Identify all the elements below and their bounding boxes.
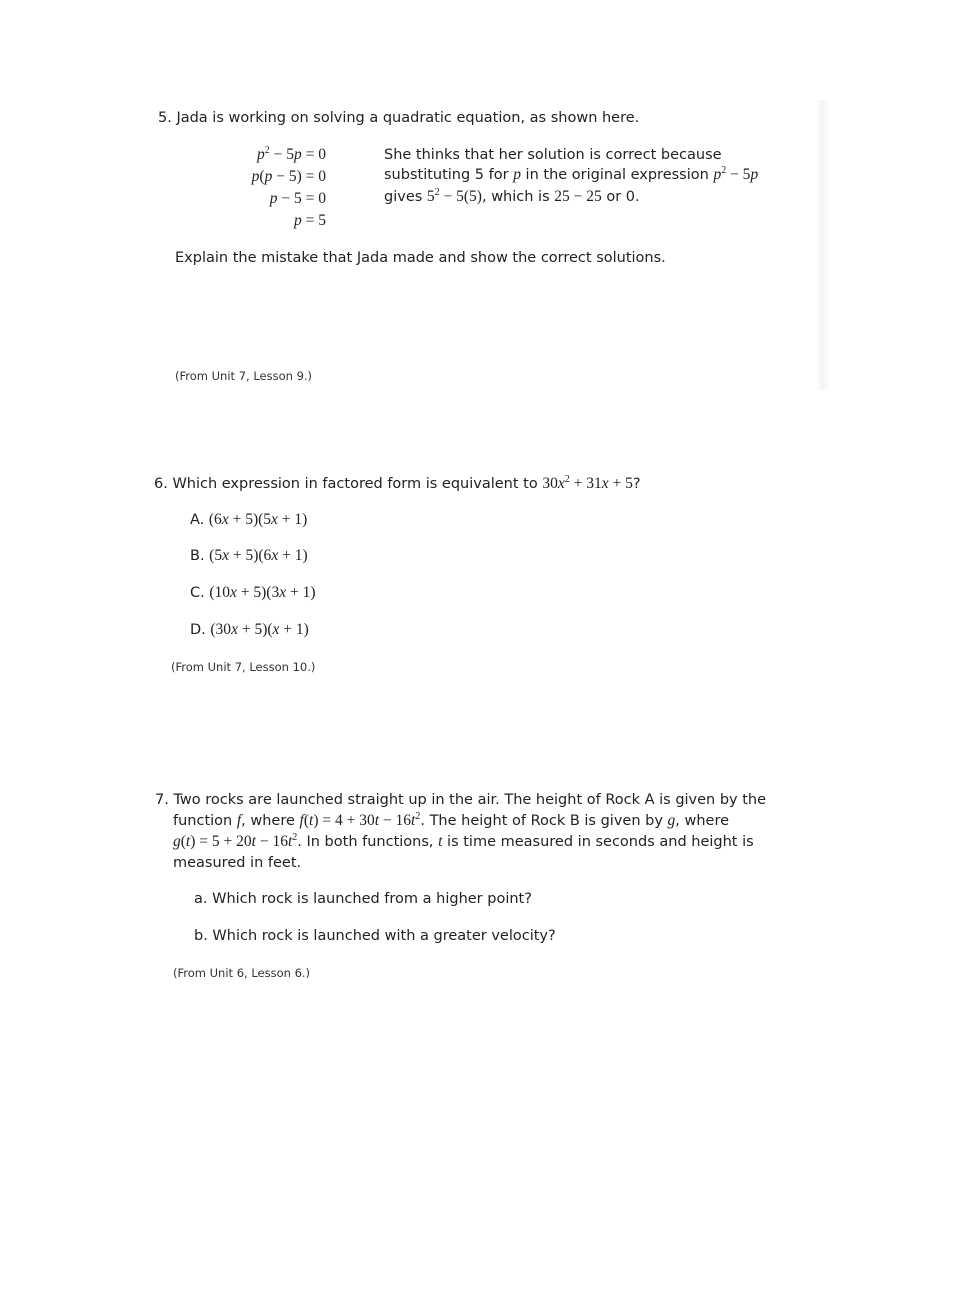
- q7-source: (From Unit 6, Lesson 6.): [173, 966, 311, 980]
- q5-note-line-2: substituting 5 for p in the original expression $p^2 - 5p$: [384, 165, 759, 183]
- q6-option-d: D. (30x + 5)(x + 1): [190, 621, 309, 638]
- q5-note-line-3: gives $5^2 - 5(5)$, which is 25 − 25 or 0.: [384, 187, 640, 205]
- q6-option-c: C. (10x + 5)(3x + 1): [190, 584, 316, 601]
- q7-line-1: 7. Two rocks are launched straight up in the air. The height of Rock A is given by the: [155, 792, 767, 808]
- q7-line-2: function f, where $f(t) = 4 + 30t - 16t^2$. The height of Rock B is given by g, where: [173, 811, 730, 829]
- q5-step-1: $p^2 - 5p = 0$: [257, 145, 326, 163]
- q6-option-a: A. (6x + 5)(5x + 1): [190, 511, 308, 528]
- q5-instruction: Explain the mistake that Jada made and show the correct solutions.: [175, 250, 666, 266]
- q5-prompt: 5. Jada is working on solving a quadratic equation, as shown here.: [158, 110, 640, 126]
- q5-step-3: p − 5 = 0: [269, 190, 326, 207]
- scan-shadow: [816, 100, 828, 390]
- q7-part-b: b. Which rock is launched with a greater velocity?: [194, 928, 556, 944]
- q6-option-b: B. (5x + 5)(6x + 1): [190, 547, 308, 564]
- q5-step-4: p = 5: [294, 212, 326, 229]
- q5-source: (From Unit 7, Lesson 9.): [175, 369, 313, 383]
- q7-line-4: measured in feet.: [173, 855, 302, 871]
- q7-part-a: a. Which rock is launched from a higher point?: [194, 891, 532, 907]
- q5-note-line-1: She thinks that her solution is correct because: [384, 147, 722, 163]
- q7-line-3: $g(t) = 5 + 20t - 16t^2$. In both functions, t is time measured in seconds and height is: [173, 832, 754, 850]
- q6-source: (From Unit 7, Lesson 10.): [171, 660, 316, 674]
- q5-step-2: p(p − 5) = 0: [251, 168, 326, 185]
- q6-prompt: 6. Which expression in factored form is equivalent to $30x^2 + 31x + 5$?: [154, 474, 641, 492]
